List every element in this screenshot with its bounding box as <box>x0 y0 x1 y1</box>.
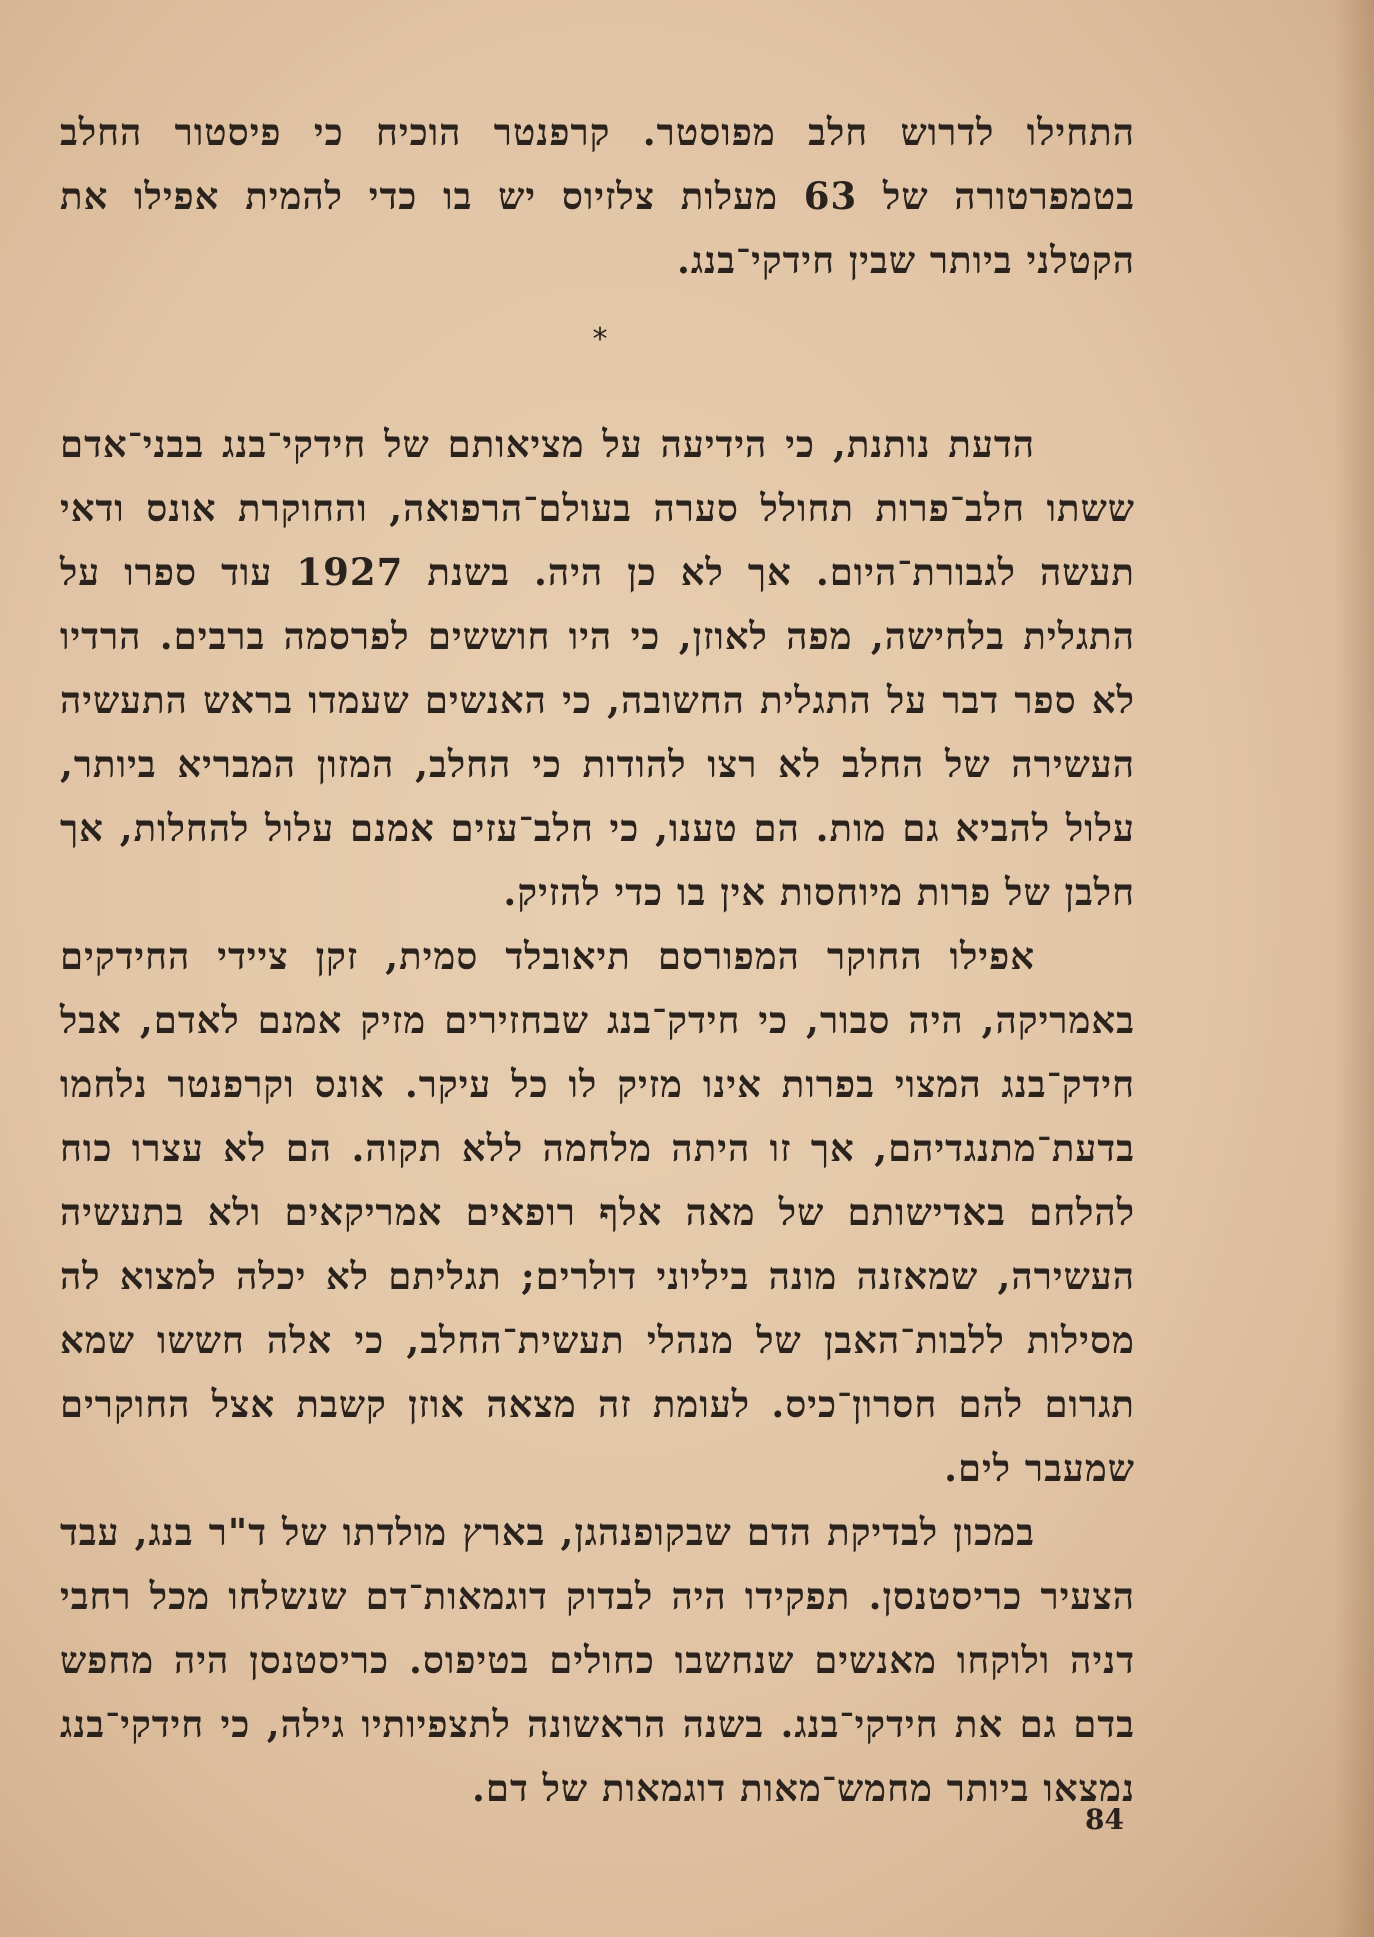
main-text-block <box>60 412 1135 1820</box>
page-number: 84 <box>1085 1803 1124 1836</box>
top-text-block <box>60 100 1135 292</box>
paragraph-2: אפילו החוקר המפורסם תיאובלד סמית, זקן ציידי החידקים באמריקה, היה סבור, כי חידק־בנג שבחזירים מזיק אמנם לאדם, אבל חידק־בנג המצוי בפרות אינו מזיק לו כל עיקר. אונס וקרפנטר נלחמו בדעת־מתנגדיהם, אך זו היתה מלחמה ללא תקוה. הם לא עצרו כוח להלחם באדישותם של מאה אלף רופאים אמריקאים ולא בתעשיה העשירה, שמאזנה מונה ביליוני דולרים; תגליתם לא יכלה למצוא לה מסילות ללבות־האבן של מנהלי תעשית־החלב, כי אלה חששו שמא תגרום להם חסרון־כיס. לעומת זה מצאה אוזן קשבת אצל החוקרים שמעבר לים. <box>60 934 1135 1490</box>
page-edge-shadow <box>1334 0 1374 1937</box>
paragraph-3: במכון לבדיקת הדם שבקופנהגן, בארץ מולדתו של ד"ר בנג, עבד הצעיר כריסטנסן. תפקידו היה לבדוק דוגמאות־דם שנשלחו מכל רחבי דניה ולוקחו מאנשים שנחשבו כחולים בטיפוס. כריסטנסן היה מחפש בדם גם את חידקי־בנג. בשנה הראשונה לתצפיותיו גילה, כי חידקי־בנג נמצאו ביותר מחמש־מאות דוגמאות של דם. <box>60 1510 1135 1810</box>
top-paragraph: התחילו לדרוש חלב מפוסטר. קרפנטר הוכיח כי פיסטור החלב בטמפרטורה של 63 מעלות צלזיוס יש בו כדי להמית אפילו את הקטלני ביותר שבין חידקי־בנג. <box>60 110 1135 282</box>
section-divider: * <box>592 322 608 357</box>
paragraph-1: הדעת נותנת, כי הידיעה על מציאותם של חידקי־בנג בבני־אדם ששתו חלב־פרות תחולל סערה בעולם־הרפואה, והחוקרת אונס ודאי תעשה לגבורת־היום. אך לא כן היה. בשנת 1927 עוד ספרו על התגלית בלחישה, מפה לאוזן, כי היו חוששים לפרסמה ברבים. הרדיו לא ספר דבר על התגלית החשובה, כי האנשים שעמדו בראש התעשיה העשירה של החלב לא רצו להודות כי החלב, המזון המבריא ביותר, עלול להביא גם מות. הם טענו, כי חלב־עזים אמנם עלול להחלות, אך חלבן של פרות מיוחסות אין בו כדי להזיק. <box>60 422 1135 914</box>
